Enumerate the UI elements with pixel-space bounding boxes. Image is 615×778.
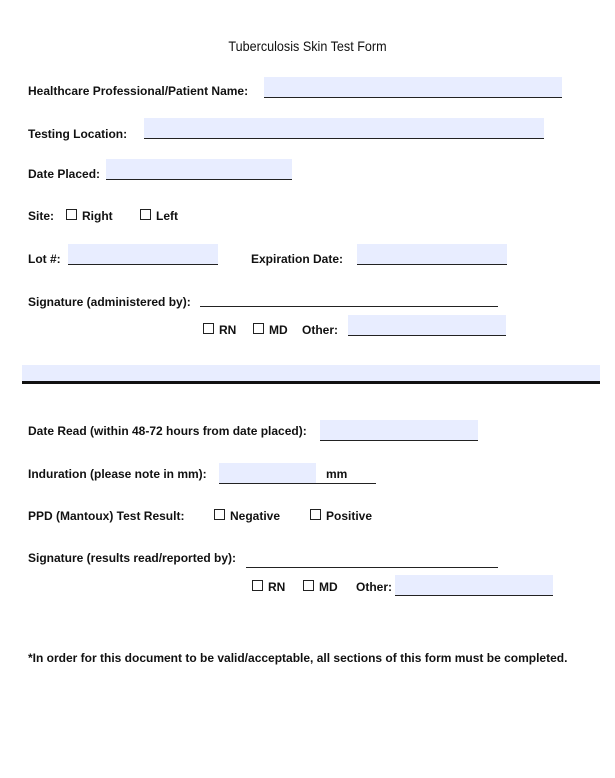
read-rn-label: RN — [268, 580, 286, 594]
site-right-label: Right — [82, 209, 113, 223]
administered-rn-label: RN — [219, 323, 237, 337]
date-placed-field[interactable] — [106, 159, 292, 180]
administered-rn-checkbox[interactable] — [203, 323, 214, 334]
negative-label: Negative — [230, 509, 281, 523]
lot-label: Lot #: — [28, 252, 61, 266]
negative-checkbox[interactable] — [214, 509, 225, 520]
read-md-label: MD — [319, 580, 338, 594]
date-placed-label: Date Placed: — [28, 167, 101, 181]
mm-label: mm — [326, 467, 348, 481]
date-read-field[interactable] — [320, 420, 478, 441]
induration-line — [219, 483, 376, 484]
read-md-checkbox[interactable] — [303, 580, 314, 591]
site-left-label: Left — [156, 209, 178, 223]
administered-other-field[interactable] — [348, 315, 506, 336]
positive-checkbox[interactable] — [310, 509, 321, 520]
date-read-label: Date Read (within 48-72 hours from date placed): — [28, 424, 307, 438]
site-left-checkbox[interactable] — [140, 209, 151, 220]
testing-location-label: Testing Location: — [28, 127, 128, 141]
testing-location-field[interactable] — [144, 118, 544, 139]
footnote: *In order for this document to be valid/acceptable, all sections of this form must be completed. — [28, 651, 568, 665]
signature-read-label: Signature (results read/reported by): — [28, 551, 237, 565]
ppd-result-label: PPD (Mantoux) Test Result: — [28, 509, 185, 523]
administered-other-label: Other: — [302, 323, 338, 337]
administered-md-checkbox[interactable] — [253, 323, 264, 334]
section-divider — [22, 365, 600, 384]
positive-label: Positive — [326, 509, 373, 523]
induration-field[interactable] — [219, 463, 316, 484]
induration-label: Induration (please note in mm): — [28, 467, 207, 481]
read-rn-checkbox[interactable] — [252, 580, 263, 591]
lot-field[interactable] — [68, 244, 218, 265]
site-label: Site: — [28, 209, 55, 223]
signature-administered-label: Signature (administered by): — [28, 295, 191, 309]
read-other-field[interactable] — [395, 575, 553, 596]
signature-read-line[interactable] — [246, 567, 498, 568]
name-label: Healthcare Professional/Patient Name: — [28, 84, 249, 98]
expiration-date-label: Expiration Date: — [251, 252, 344, 266]
expiration-date-field[interactable] — [357, 244, 507, 265]
administered-md-label: MD — [269, 323, 288, 337]
read-other-label: Other: — [356, 580, 392, 594]
site-right-checkbox[interactable] — [66, 209, 77, 220]
form-title: Tuberculosis Skin Test Form — [228, 38, 387, 54]
signature-administered-line[interactable] — [200, 306, 498, 307]
name-field[interactable] — [264, 77, 562, 98]
